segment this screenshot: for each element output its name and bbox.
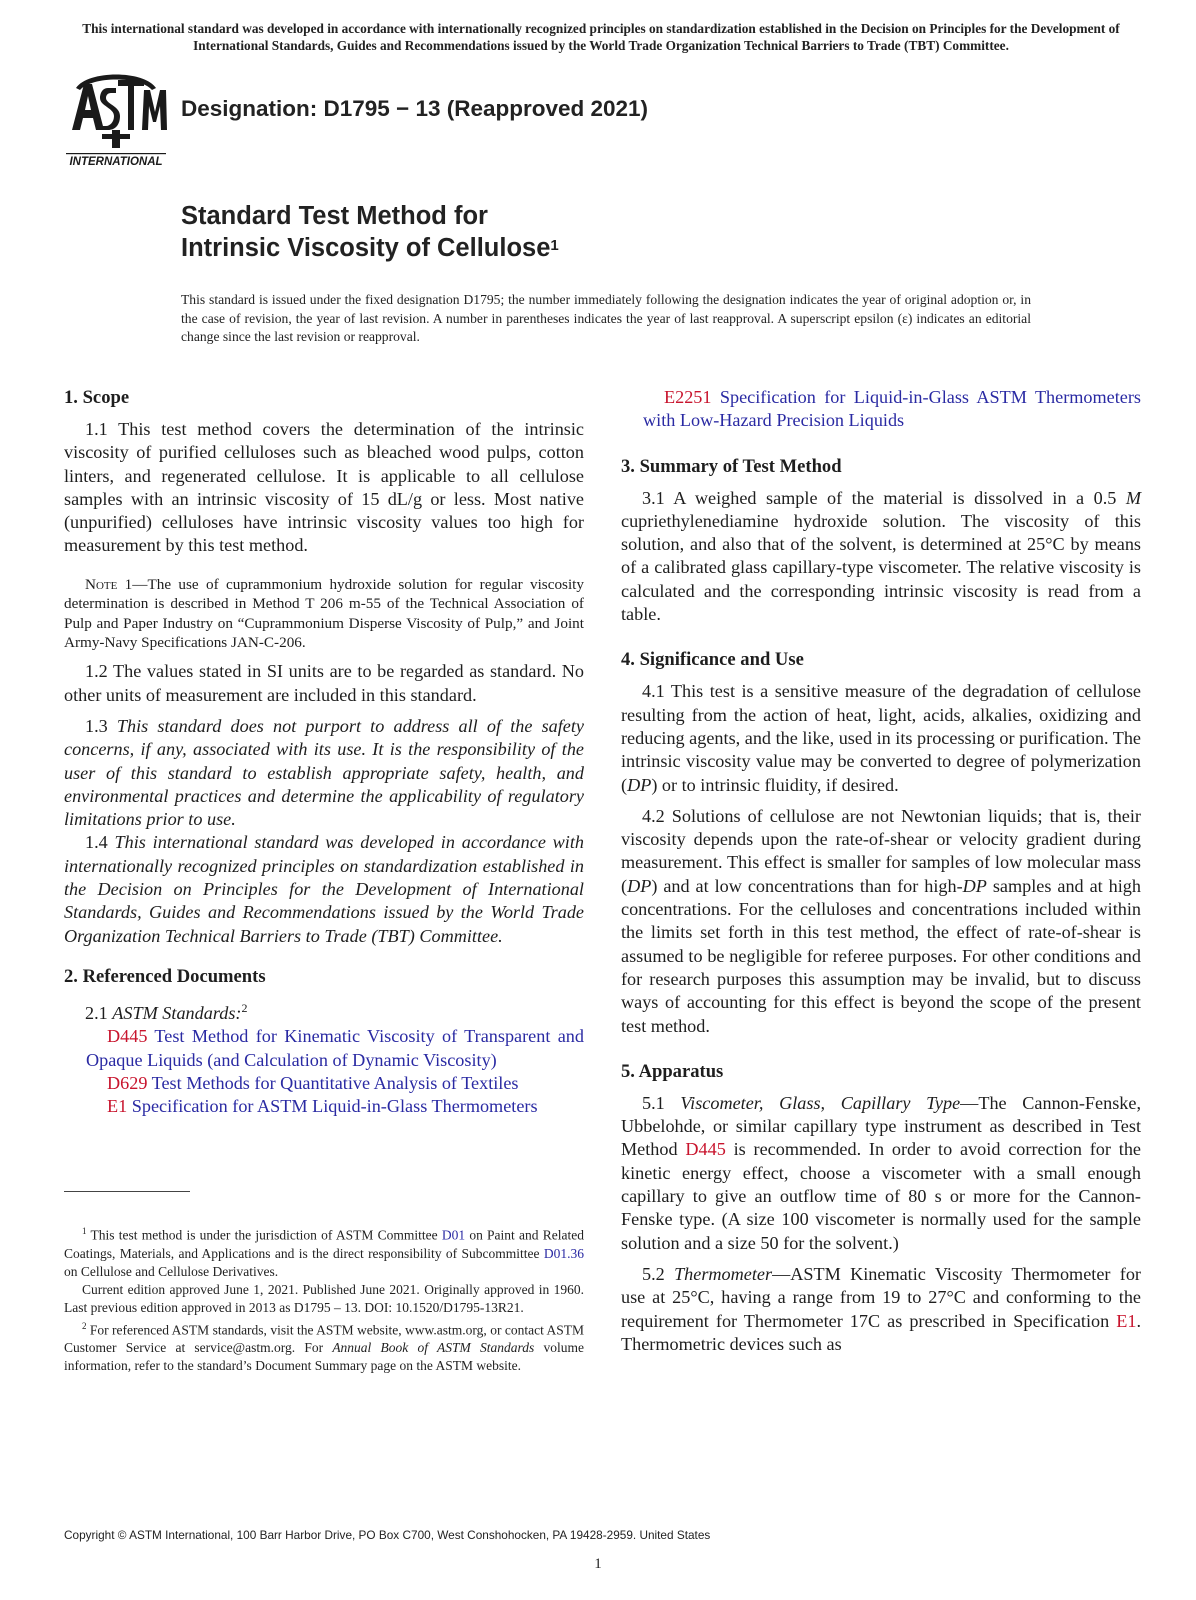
page-number: 1	[594, 1556, 602, 1572]
paragraph-5-2: 5.2 Thermometer—ASTM Kinematic Viscosity Thermometer for use at 25°C, having a range from 19 to 27°C and conforming to the requirement for Thermometer 17C as prescribed in Specification E1. Thermometric devices such as	[621, 1263, 1141, 1354]
paragraph-3-1: 3.1 A weighed sample of the material is dissolved in a 0.5 M cupriethylenediamine hydroxide solution. The viscosity of this solution, and also that of the solvent, is determined at 25°C by means of a calibrated glass capillary-type viscometer. The relative viscosity is calculated and the corresponding intrinsic viscosity is read from a table.	[621, 487, 1141, 625]
title-footnote-mark: 1	[550, 237, 559, 254]
footnote-divider	[64, 1191, 190, 1192]
footnote-2: $^2$ For referenced ASTM standards, visit the ASTM website, www.astm.org, or contact ASTM Customer Service at service@astm.org. For Annual Book of ASTM Standards volume information, refer to the standard’s Document Summary page on the ASTM website.	[64, 1320, 584, 1373]
section-3-heading: 3. Summary of Test Method	[621, 455, 842, 477]
section-1-heading: 1. Scope	[64, 387, 130, 408]
reference-d629[interactable]: D629 Test Methods for Quantitative Analysis of Textiles	[107, 1072, 519, 1093]
footnotes	[64, 1222, 584, 1375]
section-5-heading: 5. Apparatus	[621, 1060, 724, 1082]
paragraph-2-1: 2.1 ASTM Standards:$^2$	[85, 1000, 248, 1024]
link-e1[interactable]: E1	[1116, 1310, 1137, 1331]
astm-international-logo	[64, 70, 168, 168]
paragraph-1-2: 1.2 The values stated in SI units are to be regarded as standard. No other units of measurement are included in this standard.	[64, 661, 584, 705]
paragraph-5-1: 5.1 Viscometer, Glass, Capillary Type—The Cannon-Fenske, Ubbelohde, or similar capillary type instrument as described in Test Method D445 is recommended. In order to avoid correction for the kinetic energy effect, choose a viscometer with a small enough capillary to give an outflow time of 80 s or more for the Cannon-Fenske type. (A size 100 viscometer is normally used for the sample solution and a size 50 for the solvent.)	[621, 1092, 1142, 1253]
reference-e2251[interactable]: E2251 Specification for Liquid-in-Glass ASTM Thermometers with Low-Hazard Precision Liquids	[643, 387, 1141, 431]
link-d01[interactable]: D01	[441, 1227, 466, 1243]
note-1-label: Note 1	[85, 575, 133, 593]
reference-d445[interactable]: D445 Test Method for Kinematic Viscosity of Transparent and Opaque Liquids (and Calculation of Dynamic Viscosity)	[86, 1026, 584, 1070]
link-d01-36[interactable]: D01.36	[543, 1245, 584, 1261]
footnote-1: $^1$ This test method is under the jurisdiction of ASTM Committee D01 on Paint and Related Coatings, Materials, and Applications and is the direct responsibility of Subcommittee D01.36 on Cellulose and Cellulose Derivatives.	[64, 1226, 584, 1279]
section-2-heading: 2. Referenced Documents	[64, 965, 266, 987]
left-column	[64, 386, 584, 1119]
top-notice: This international standard was developed in accordance with internationally recognized principles on standardization established in the Decision on Principles for the Development of International Standards, Guides and Recommendations issued by the World Trade Organization Technical Barriers to Trade (TBT) Committee.	[82, 21, 1120, 53]
document-title	[181, 200, 559, 264]
paragraph-4-1: 4.1 This test is a sensitive measure of the degradation of cellulose resulting from the action of heat, light, acids, alkalies, oxidizing and reducing agents, and the like, used in its processing or purification. The intrinsic viscosity value may be converted to degree of polymerization (DP) or to intrinsic fluidity, if desired.	[621, 681, 1141, 795]
paragraph-1-4: 1.4 This international standard was developed in accordance with internationally recognized principles on standardization established in the Decision on Principles for the Development of International Standards, Guides and Recommendations issued by the World Trade Organization Technical Barriers to Trade (TBT) Committee.	[64, 832, 585, 946]
right-column	[621, 386, 1141, 1356]
paragraph-1-3: 1.3 This standard does not purport to address all of the safety concerns, if any, associated with its use. It is the responsibility of the user of this standard to establish appropriate safety, health, and environmental practices and determine the applicability of regulatory limitations prior to use.	[64, 716, 584, 830]
paragraph-4-2: 4.2 Solutions of cellulose are not Newtonian liquids; that is, their viscosity depends upon the rate-of-shear or velocity gradient during measurement. This effect is smaller for samples of low molecular mass (DP) and at low concentrations than for high-DP samples and at high concentrations. For the celluloses and concentrations included within the limits set forth in this test method, the effect of rate-of-shear is assumed to be negligible for referee purposes. For other conditions and for research purposes this assumption may be invalid, but to discuss ways of accounting for this effect is beyond the scope of the present test method.	[621, 805, 1141, 1036]
title-line-1: Standard Test Method for	[181, 202, 488, 230]
designation: Designation: D1795 − 13 (Reapproved 2021)	[181, 96, 649, 121]
section-4-heading: 4. Significance and Use	[621, 649, 804, 671]
reference-e1[interactable]: E1 Specification for ASTM Liquid-in-Glass Thermometers	[107, 1096, 538, 1117]
footnote-1-edition: Current edition approved June 1, 2021. Published June 2021. Originally approved in 1960. Last previous edition approved in 2013 as D1795 – 13. DOI: 10.1520/D1795-13R21.	[64, 1281, 584, 1315]
link-d445[interactable]: D445	[685, 1139, 726, 1160]
issue-note: This standard is issued under the fixed designation D1795; the number immediately following the designation indicates the year of original adoption or, in the case of revision, the year of last revision. A number in parentheses indicates the year of last reapproval. A superscript epsilon (ε) indicates an editorial change since the last revision or reapproval.	[181, 292, 1031, 344]
note-1: Note 1—The use of cuprammonium hydroxide solution for regular viscosity determination is described in Method T 206 m-55 of the Technical Association of Pulp and Paper Industry on “Cuprammonium Disperse Viscosity of Pulp,” and Joint Army-Navy Specifications JAN-C-206.	[64, 575, 584, 651]
paragraph-1-1: 1.1 This test method covers the determination of the intrinsic viscosity of purified celluloses such as bleached wood pulps, cotton linters, and regenerated cellulose. It is applicable to all cellulose samples with an intrinsic viscosity of 15 dL/g or less. Most native (unpurified) celluloses have intrinsic viscosity values too high for measurement by this test method.	[64, 419, 584, 556]
title-line-2: Intrinsic Viscosity of Cellulose$^1$	[181, 234, 559, 262]
copyright-footer: Copyright © ASTM International, 100 Barr Harbor Drive, PO Box C700, West Conshohocken, PA 19428-2959. United States	[64, 1528, 711, 1542]
logo-wordmark: INTERNATIONAL	[69, 156, 163, 168]
